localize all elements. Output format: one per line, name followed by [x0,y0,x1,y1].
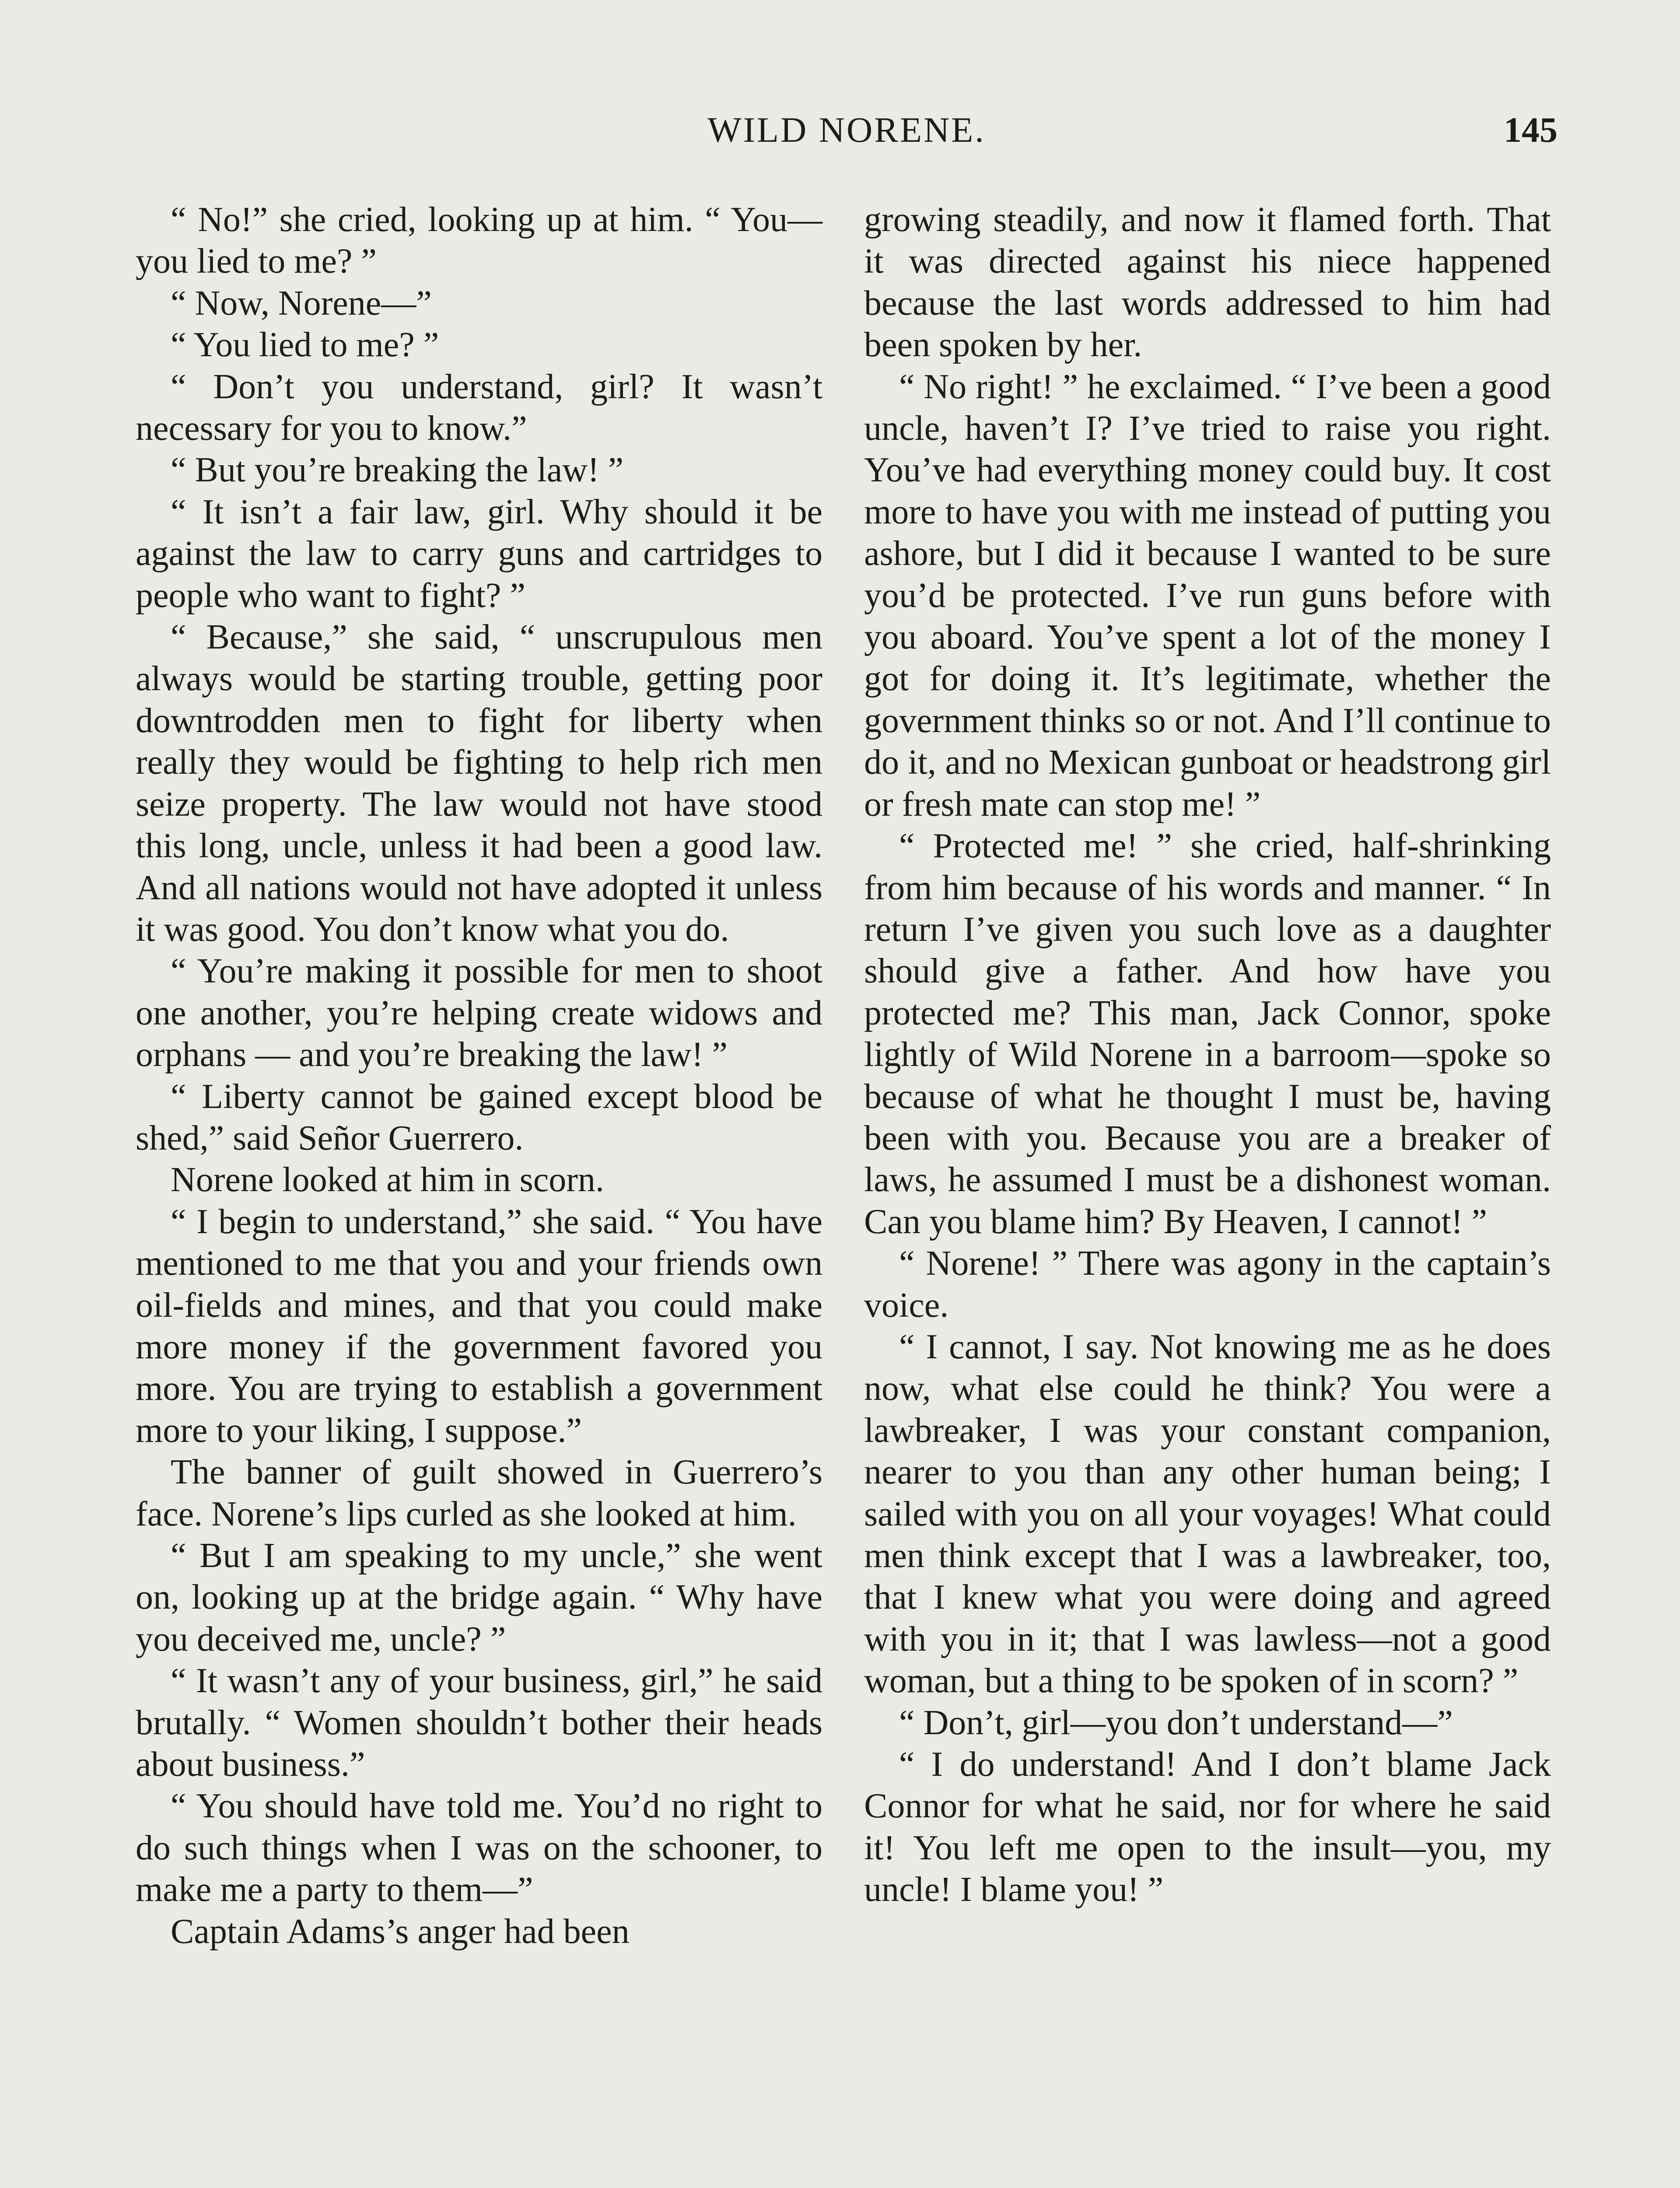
paragraph: “ It wasn’t any of your business, girl,” he said brutally. “ Women shouldn’t bother their heads about business.” [136,1662,822,1784]
paragraph: The banner of guilt showed in Guerrero’s face. Norene’s lips curled as she looked at him. [136,1453,822,1533]
paragraph: “ Protected me! ” she cried, half-shrinking from him because of his words and manner. “ In return I’ve given you such love as a daughter should give a father. And how have you protected me? This man, Jack Connor, spoke lightly of Wild Norene in a barroom—spoke so because of what he thought I must be, having been with you. Because you are a breaker of laws, he assumed I must be a dishonest woman. Can you blame him? By Heaven, I cannot! ” [864,827,1551,1241]
paragraph: “ You’re making it possible for men to shoot one another, you’re helping create widows and orphans — and you’re breaking the law! ” [136,952,822,1074]
paragraph: “ I cannot, I say. Not knowing me as he does now, what else could he think? You were a lawbreaker, I was your constant companion, nearer to you than any other human being; I sailed with you on all your voyages! What could men think except that I was a lawbreaker, too, that I knew what you were doing and agreed with you in it; that I was lawless—not a good woman, but a thing to be spoken of in scorn? ” [864,1327,1551,1701]
paragraph: Captain Adams’s anger had been [171,1912,630,1951]
paragraph: “ Because,” she said, “ unscrupulous men always would be starting trouble, getting poor downtrodden men to fight for liberty when really they would be fighting to help rich men seize property. The law would not have stood this long, uncle, unless it had been a good law. And all nations would not have adopted it unless it was good. You don’t know what you do. [136,618,822,949]
page-header [136,109,1558,158]
paragraph: “ No right! ” he exclaimed. “ I’ve been a good uncle, haven’t I? I’ve tried to raise you right. You’ve had everything money could buy. It cost more to have you with me instead of putting you ashore, but I did it because I wanted to be sure you’d be protected. I’ve run guns before with you aboard. You’ve spent a lot of the money I got for doing it. It’s legitimate, whether the government thinks so or not. And I’ll continue to do it, and no Mexican gunboat or headstrong girl or fresh mate can stop me! ” [864,367,1551,824]
page-number: 145 [1504,110,1558,150]
paragraph: growing steadily, and now it flamed forth. That it was directed against his niece happened because the last words addressed to him had been spoken by her. [864,200,1551,365]
running-title: WILD NORENE. [707,110,986,150]
paragraph: “ Liberty cannot be gained except blood be shed,” said Señor Guerrero. [136,1077,822,1157]
paragraph: “ I do understand! And I don’t blame Jack Connor for what he said, nor for where he said it! You left me open to the insult—you, my uncle! I blame you! ” [864,1745,1551,1909]
paragraph: “ But I am speaking to my uncle,” she went on, looking up at the bridge again. “ Why have you deceived me, uncle? ” [136,1536,822,1659]
paragraph: “ It isn’t a fair law, girl. Why should it be against the law to carry guns and cartridges to people who want to fight? ” [136,492,822,615]
left-column [136,199,822,1953]
paragraph: “ I begin to understand,” she said. “ You have mentioned to me that you and your friends own oil-fields and mines, and that you could make more money if the government favored you more. You are trying to establish a government more to your liking, I suppose.” [136,1202,822,1450]
paragraph: “ But you’re breaking the law! ” [171,451,624,490]
paragraph: “ Norene! ” There was agony in the captain’s voice. [864,1244,1551,1325]
paragraph: “ Don’t you understand, girl? It wasn’t necessary for you to know.” [136,367,822,448]
paragraph: Norene looked at him in scorn. [171,1161,604,1199]
paragraph: “ No!” she cried, looking up at him. “ You—you lied to me? ” [136,200,822,281]
paragraph: “ Don’t, girl—you don’t understand—” [899,1703,1453,1742]
paragraph: “ Now, Norene—” [171,284,432,323]
paragraph: “ You should have told me. You’d no right to do such things when I was on the schooner, to make me a party to them—” [136,1787,822,1909]
right-column [864,199,1551,1911]
paragraph: “ You lied to me? ” [171,326,439,365]
